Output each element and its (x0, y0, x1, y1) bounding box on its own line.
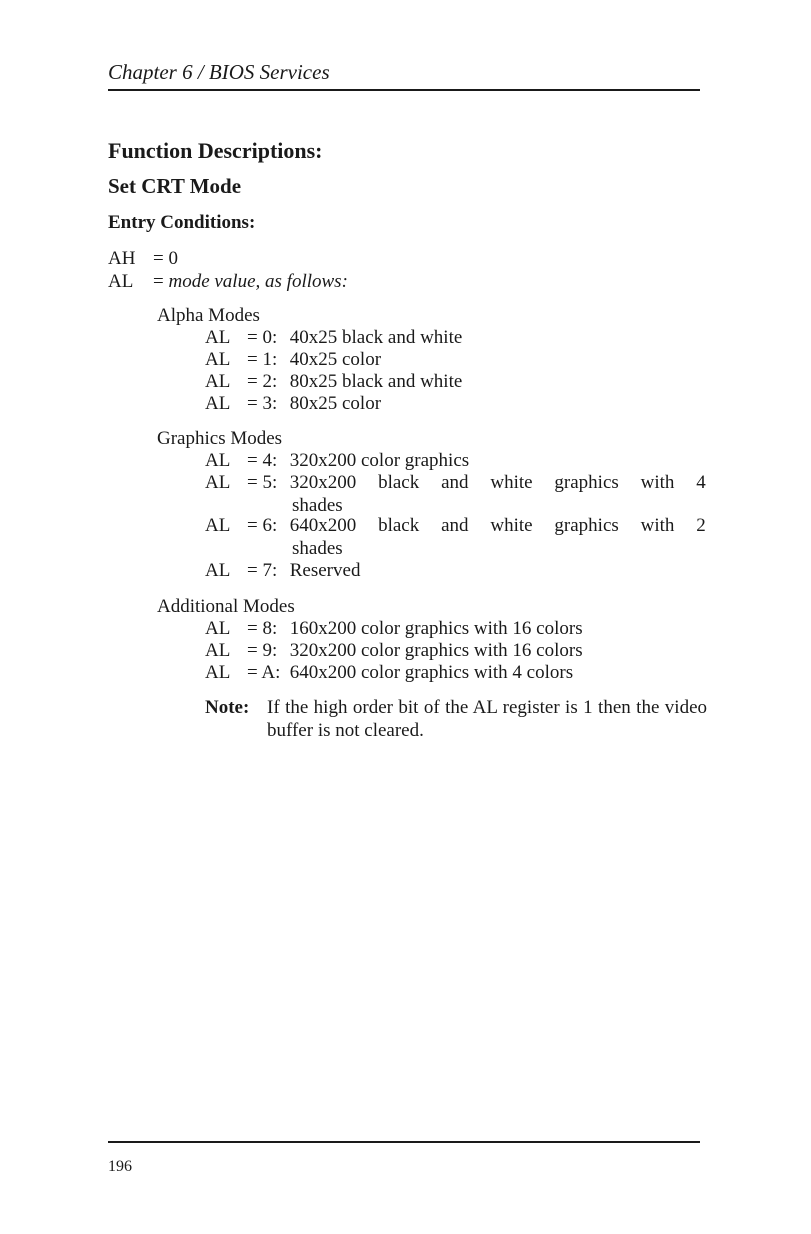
entry-al-equals: = (153, 271, 164, 292)
graphics-modes-title: Graphics Modes (157, 428, 283, 449)
mode-row: AL = 4: 320x200 color graphics (205, 450, 470, 471)
mode-description: 80x25 black and white (289, 371, 463, 392)
note-block (205, 696, 707, 742)
mode-description: 40x25 color (289, 349, 382, 370)
mode-description: 320x200 color graphics with 16 colors (289, 640, 583, 661)
header-rule (108, 89, 700, 91)
note-label: Note: (205, 697, 250, 718)
mode-row: AL = 8: 160x200 color graphics with 16 colors (205, 618, 583, 639)
note-text: If the high order bit of the AL register is 1 then the video buffer is not cleared. (267, 697, 707, 741)
mode-row: AL = 7: Reserved (205, 560, 361, 581)
mode-description: 640x200 black and white graphics with 2 (289, 515, 706, 536)
mode-row: AL = 9: 320x200 color graphics with 16 colors (205, 640, 583, 661)
entry-ah-register: AH (108, 248, 136, 269)
running-header: Chapter 6 / BIOS Services (108, 60, 330, 84)
mode-row: AL = 3: 80x25 color (205, 393, 382, 414)
entry-al-register: AL (108, 271, 134, 292)
mode-description-continued: shades (292, 495, 343, 516)
mode-description: 160x200 color graphics with 16 colors (289, 618, 583, 639)
additional-modes-title: Additional Modes (157, 596, 295, 617)
mode-row: AL = A: 640x200 color graphics with 4 colors (205, 662, 574, 683)
entry-conditions-heading: Entry Conditions: (108, 212, 256, 233)
entry-ah-value: = 0 (153, 248, 178, 269)
mode-description-continued: shades (292, 538, 343, 559)
function-heading: Set CRT Mode (108, 174, 242, 198)
mode-description: Reserved (289, 560, 361, 581)
page-number: 196 (108, 1158, 132, 1175)
entry-ah (108, 248, 178, 270)
mode-row: AL = 0: 40x25 black and white (205, 327, 463, 348)
mode-description: 80x25 color (289, 393, 382, 414)
mode-row: AL = 5: 320x200 black and white graphics with 4 (205, 472, 706, 493)
alpha-modes-title: Alpha Modes (157, 305, 260, 326)
footer-rule (108, 1141, 700, 1143)
mode-description: 320x200 color graphics (289, 450, 470, 471)
mode-row: AL = 6: 640x200 black and white graphics with 2 (205, 515, 706, 536)
mode-description: 640x200 color graphics with 4 colors (289, 662, 574, 683)
mode-row: AL = 1: 40x25 color (205, 349, 382, 370)
mode-row: AL = 2: 80x25 black and white (205, 371, 463, 392)
mode-description: 40x25 black and white (289, 327, 463, 348)
entry-al (108, 271, 348, 293)
entry-al-value: mode value, as follows: (168, 271, 348, 292)
section-heading: Function Descriptions: (108, 138, 323, 163)
mode-description: 320x200 black and white graphics with 4 (289, 472, 706, 493)
